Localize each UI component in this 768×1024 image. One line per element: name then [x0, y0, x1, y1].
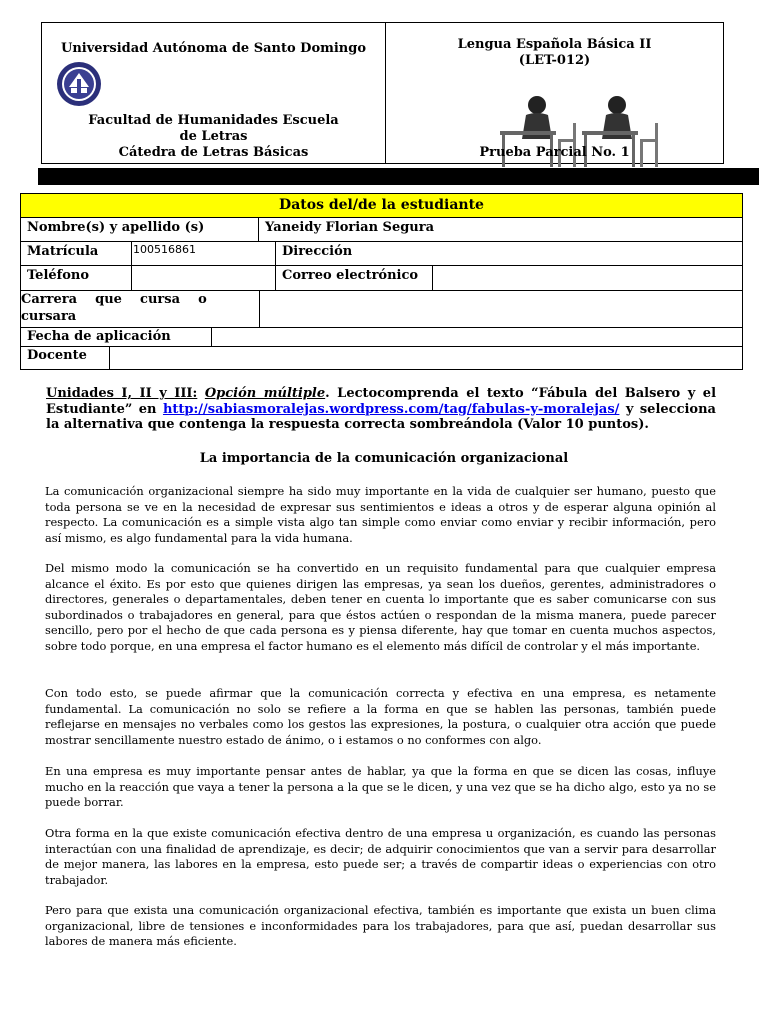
question-mode: Opción múltiple	[204, 386, 326, 401]
email-label: Correo electrónico	[282, 268, 419, 283]
email-field[interactable]	[432, 265, 743, 291]
course-name: Lengua Española Básica II	[457, 37, 652, 52]
article-title: La importancia de la comunicación organizacional	[199, 451, 569, 466]
name-field[interactable]	[258, 217, 743, 242]
article-paragraph: Otra forma en la que existe comunicación efectiva dentro de una empresa u organización, es cuando las personas interactúan con una finalidad de aprendizaje, es decir; de adquirir conocimientos que van a servir para desarrollar de mejor manera, las labores en la empresa, esto puede ser; a través de compartir ideas o experiencias con otro trabajador.	[45, 826, 716, 887]
article-paragraph: La comunicación organizacional siempre ha sido muy importante en la vida de cualquier ser humano, puesto que toda persona se ve en la necesidad de expresar sus sentimientos e ideas a otros y de esperar alguna opinión al respecto. La comunicación es a simple vista algo tan simple como enviar como enviar y recibir información, pero así mismo, es algo fundamental para la vida humana.	[45, 484, 716, 545]
career-label-line: cursara	[21, 309, 77, 324]
email-label-cell	[275, 265, 433, 291]
date-field[interactable]	[211, 327, 743, 347]
instructions-text: . Lectocomprenda el texto “Fábula del Balsero y el Estudiante” en	[46, 386, 717, 417]
career-label-cell	[20, 290, 260, 328]
course-block	[386, 37, 723, 69]
fable-link[interactable]: http://sabiasmoralejas.wordpress.com/tag/fabulas-y-moralejas/	[162, 401, 620, 417]
faculty-block	[62, 113, 365, 161]
article-paragraph: Pero para que exista una comunicación organizacional efectiva, también es importante que exista un buen clima organizacional, libre de tensiones e inconformidades para los trabajadores, para que así, puedan desarrollar sus labores de manera más eficiente.	[45, 903, 716, 948]
phone-label-cell	[20, 265, 132, 291]
id-label-cell	[20, 241, 132, 266]
units-label: Unidades I, II y III:	[46, 386, 198, 401]
article-paragraph: Con todo esto, se puede afirmar que la comunicación correcta y efectiva en una empresa, es netamente fundamental. La comunicación no solo se refiere a la forma en que se hablen las personas, también puede reflejarse en mensajes no verbales como los gestos las expresiones, la postura, o cualquier otra acción que puede mostrar sencillamente nuestro estado de ánimo, o i estamos o no conformes con algo.	[45, 686, 716, 747]
id-value: 100516861	[133, 243, 196, 256]
university-name: Universidad Autónoma de Santo Domingo	[60, 41, 367, 56]
teacher-label: Docente	[27, 348, 87, 363]
address-label: Dirección	[282, 244, 353, 259]
article-paragraph: Del mismo modo la comunicación se ha convertido en un requisito fundamental para que cualquier empresa alcance el éxito. Es por esto que quienes dirigen las empresas, ya sean los dueños, gerentes, administradores o directores, generales o departamentales, deben tener en cuenta lo importante que es saber comunicarse con sus subordinados o trabajadores en general, para que éstos actúen o respondan de la misma manera, puede parecer sencillo, pero por el hecho de que cada persona es y piensa diferente, hay que tomar en cuenta muchos aspectos, sobre todo porque, en una empresa el factor humano es el elemento más difícil de controlar y el más importante.	[45, 561, 716, 653]
instructions-block	[46, 386, 716, 433]
date-label: Fecha de aplicación	[27, 329, 171, 344]
faculty-line: Cátedra de Letras Básicas	[118, 145, 309, 160]
id-label: Matrícula	[27, 244, 99, 259]
phone-field[interactable]	[131, 265, 276, 291]
phone-label: Teléfono	[27, 268, 90, 283]
course-code: (LET-012)	[518, 53, 591, 68]
instructions-text: y selecciona la alternativa que contenga la respuesta correcta sombreándola (Valor 10 puntos).	[46, 401, 716, 432]
form-title: Datos del/de la estudiante	[279, 197, 484, 213]
name-value: Yaneidy Florian Segura	[265, 220, 435, 235]
article-paragraph: En una empresa es muy importante pensar antes de hablar, ya que la forma en que se dicen las cosas, influye mucho en la reacción que vaya a tener la persona a la que se le dicen, y una vez que se ha dicho algo, esto ya no se puede borrar.	[45, 764, 716, 809]
black-separator-bar	[38, 168, 759, 185]
name-label-cell	[20, 217, 259, 242]
faculty-line: Facultad de Humanidades Escuela	[88, 113, 339, 128]
teacher-label-cell	[20, 346, 110, 370]
university-seal-icon	[56, 61, 102, 107]
form-title-row	[20, 193, 743, 218]
document-header	[41, 22, 724, 164]
id-field[interactable]	[131, 241, 276, 266]
date-label-cell	[20, 327, 212, 347]
teacher-field[interactable]	[109, 346, 743, 370]
career-label-line: Carrera que cursa o	[21, 292, 207, 307]
name-label: Nombre(s) y apellido (s)	[27, 220, 205, 235]
address-field[interactable]	[275, 241, 743, 266]
faculty-line: de Letras	[179, 129, 248, 144]
career-field[interactable]	[259, 290, 743, 328]
exam-title: Prueba Parcial No. 1	[479, 145, 630, 160]
